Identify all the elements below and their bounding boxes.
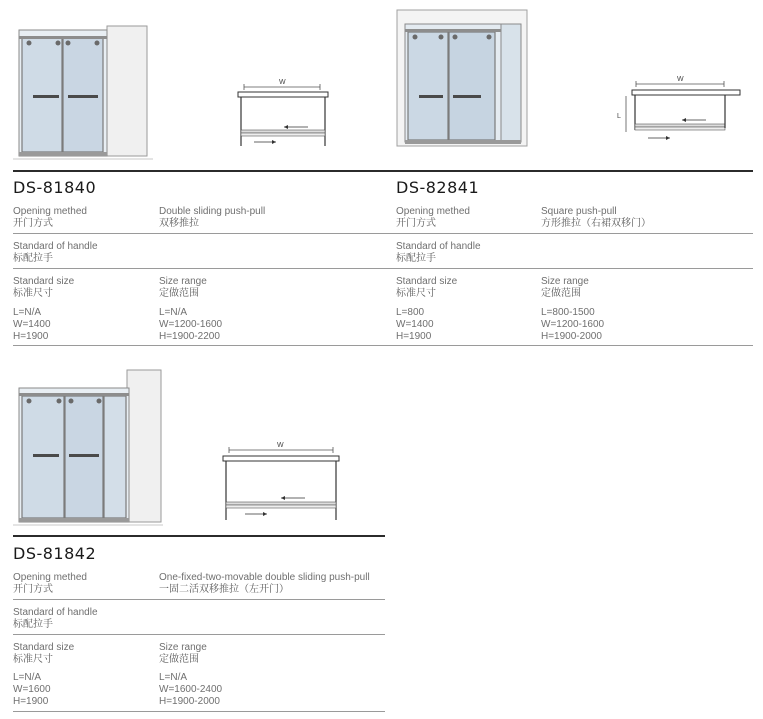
size-range-h: H=1900-2000 bbox=[541, 331, 602, 342]
model-number: DS-81842 bbox=[13, 544, 97, 563]
standard-size-label-zh: 标准尺寸 bbox=[13, 288, 53, 299]
width-dimension-label: W bbox=[279, 79, 286, 86]
standard-size-h: H=1900 bbox=[13, 696, 49, 707]
shower-door-image bbox=[13, 22, 153, 162]
size-range-w: W=1200-1600 bbox=[541, 319, 605, 330]
section-divider-top bbox=[13, 535, 385, 537]
row-divider bbox=[13, 345, 385, 346]
size-range-l: L=800-1500 bbox=[541, 307, 595, 318]
row-divider bbox=[381, 233, 753, 234]
handle-label: Standard of handle bbox=[13, 607, 98, 618]
handle-label-zh: 标配拉手 bbox=[13, 253, 53, 264]
row-divider bbox=[13, 268, 385, 269]
row-divider bbox=[381, 345, 753, 346]
width-dimension-label: W bbox=[677, 76, 684, 83]
standard-size-label: Standard size bbox=[396, 276, 458, 287]
size-range-h: H=1900-2000 bbox=[159, 696, 220, 707]
opening-method-label: Opening methed bbox=[13, 206, 87, 217]
opening-method-value: One-fixed-two-movable double sliding push-pull bbox=[159, 572, 370, 583]
length-dimension-label: L bbox=[617, 113, 621, 120]
opening-method-value-zh: 双移推拉 bbox=[159, 218, 199, 229]
standard-size-l: L=N/A bbox=[13, 307, 42, 318]
opening-method-value: Double sliding push-pull bbox=[159, 206, 266, 217]
plan-diagram bbox=[614, 70, 744, 154]
product-card-ds-81842 bbox=[13, 368, 385, 718]
opening-method-label-zh: 开门方式 bbox=[13, 218, 53, 229]
section-divider-top bbox=[381, 170, 753, 172]
size-range-h: H=1900-2200 bbox=[159, 331, 220, 342]
row-divider bbox=[13, 711, 385, 712]
standard-size-w: W=1400 bbox=[13, 319, 51, 330]
product-card-ds-82841 bbox=[381, 22, 753, 352]
standard-size-l: L=N/A bbox=[13, 672, 42, 683]
opening-method-value-zh: 方形推拉（右裙双移门） bbox=[541, 218, 651, 229]
shower-door-image bbox=[395, 6, 535, 156]
handle-label-zh: 标配拉手 bbox=[396, 253, 436, 264]
size-range-w: W=1600-2400 bbox=[159, 684, 223, 695]
standard-size-label: Standard size bbox=[13, 276, 75, 287]
standard-size-label: Standard size bbox=[13, 642, 75, 653]
standard-size-h: H=1900 bbox=[13, 331, 49, 342]
model-number: DS-82841 bbox=[396, 178, 480, 197]
size-range-label: Size range bbox=[159, 642, 207, 653]
opening-method-label-zh: 开门方式 bbox=[13, 584, 53, 595]
product-illustration bbox=[381, 22, 753, 182]
model-number: DS-81840 bbox=[13, 178, 97, 197]
opening-method-value: Square push-pull bbox=[541, 206, 617, 217]
shower-door-image bbox=[13, 368, 163, 528]
standard-size-w: W=1400 bbox=[396, 319, 434, 330]
handle-label-zh: 标配拉手 bbox=[13, 619, 53, 630]
size-range-label: Size range bbox=[159, 276, 207, 287]
width-dimension-label: W bbox=[277, 442, 284, 449]
size-range-label-zh: 定做范围 bbox=[159, 654, 199, 665]
size-range-label-zh: 定做范围 bbox=[159, 288, 199, 299]
opening-method-label: Opening methed bbox=[396, 206, 470, 217]
row-divider bbox=[13, 599, 385, 600]
opening-method-label: Opening methed bbox=[13, 572, 87, 583]
plan-diagram bbox=[221, 438, 343, 522]
product-card-ds-81840 bbox=[13, 22, 385, 352]
size-range-l: L=N/A bbox=[159, 307, 188, 318]
opening-method-label-zh: 开门方式 bbox=[396, 218, 436, 229]
handle-label: Standard of handle bbox=[396, 241, 481, 252]
size-range-label: Size range bbox=[541, 276, 589, 287]
handle-label: Standard of handle bbox=[13, 241, 98, 252]
section-divider-top bbox=[13, 170, 385, 172]
row-divider bbox=[13, 233, 385, 234]
standard-size-label-zh: 标准尺寸 bbox=[13, 654, 53, 665]
opening-method-value-zh: 一固二活双移推拉（左开门） bbox=[159, 584, 289, 595]
plan-diagram bbox=[236, 72, 332, 148]
standard-size-h: H=1900 bbox=[396, 331, 432, 342]
row-divider bbox=[381, 268, 753, 269]
standard-size-w: W=1600 bbox=[13, 684, 51, 695]
standard-size-l: L=800 bbox=[396, 307, 425, 318]
size-range-w: W=1200-1600 bbox=[159, 319, 223, 330]
product-illustration bbox=[13, 22, 385, 182]
size-range-label-zh: 定做范围 bbox=[541, 288, 581, 299]
size-range-l: L=N/A bbox=[159, 672, 188, 683]
row-divider bbox=[13, 634, 385, 635]
product-illustration bbox=[13, 368, 385, 528]
standard-size-label-zh: 标准尺寸 bbox=[396, 288, 436, 299]
